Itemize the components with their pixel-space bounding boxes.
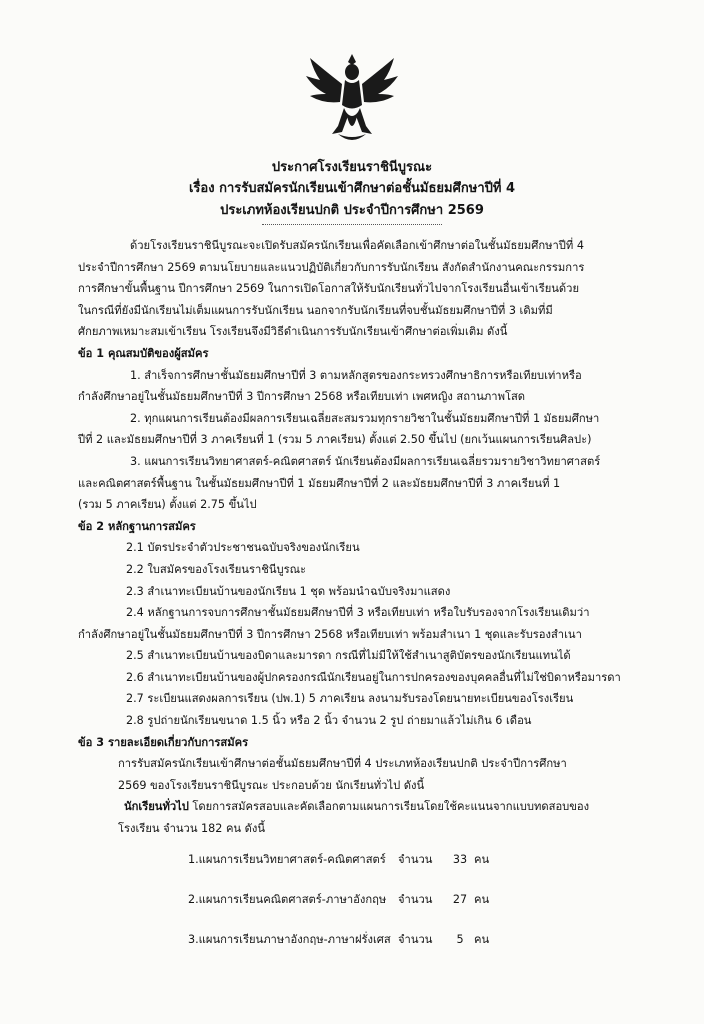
plan-row — [188, 920, 668, 960]
intro-line: ประจำปีการศึกษา 2569 ตามนโยบายและแนวปฏิบัติเกี่ยวกับการรับนักเรียน สังกัดสำนักงานคณะกรรมการ — [78, 260, 585, 274]
section-1-heading: ข้อ 1 คุณสมบัติของผู้สมัคร — [78, 346, 209, 360]
document-item: 2.2 ใบสมัครของโรงเรียนราชินีบูรณะ — [126, 562, 306, 576]
intro-line: ศักยภาพเหมาะสมเข้าเรียน โรงเรียนจึงมีวิธีดำเนินการรับนักเรียนเข้าศึกษาต่อเพิ่มเติม ดังนี้ — [78, 325, 508, 339]
document-item: 2.4 หลักฐานการจบการศึกษาชั้นมัธยมศึกษาปีที่ 3 หรือเทียบเท่า หรือใบรับรองจากโรงเรียนเดิมว่า — [126, 606, 590, 620]
section-3-heading: ข้อ 3 รายละเอียดเกี่ยวกับการสมัคร — [78, 735, 249, 749]
plan-name: 1.แผนการเรียนวิทยาศาสตร์-คณิตศาสตร์ — [188, 852, 386, 866]
general-students-label: นักเรียนทั่วไป — [124, 800, 189, 814]
general-students-cont: โรงเรียน จำนวน 182 คน ดังนี้ — [118, 822, 266, 836]
plan-unit: คน — [474, 852, 490, 866]
plan-count: 5 — [456, 932, 464, 946]
title-divider — [262, 224, 442, 225]
intro-line: ด้วยโรงเรียนราชินีบูรณะจะเปิดรับสมัครนักเรียนเพื่อคัดเลือกเข้าศึกษาต่อในชั้นมัธยมศึกษาปีที่ 4 — [130, 239, 584, 252]
announcement-title: ประกาศโรงเรียนราชินีบูรณะ — [271, 160, 433, 175]
plan-count-label: จำนวน — [398, 932, 433, 946]
general-students-line — [78, 796, 668, 818]
plan-name: 2.แผนการเรียนคณิตศาสตร์-ภาษาอังกฤษ — [188, 892, 387, 906]
qualification-item: 1. สำเร็จการศึกษาชั้นมัธยมศึกษาปีที่ 3 ตามหลักสูตรของกระทรวงศึกษาธิการหรือเทียบเท่าหรือ — [130, 368, 582, 382]
document-body — [78, 235, 668, 960]
document-item: 2.7 ระเบียนแสดงผลการเรียน (ปพ.1) 5 ภาคเรียน ลงนามรับรองโดยนายทะเบียนของโรงเรียน — [126, 692, 574, 706]
announcement-subject: เรื่อง การรับสมัครนักเรียนเข้าศึกษาต่อชั้นมัธยมศึกษาปีที่ 4 — [188, 181, 516, 196]
general-students-text: โดยการสมัครสอบและคัดเลือกตามแผนการเรียนโดยใช้คะแนนจากแบบทดสอบของ — [188, 800, 590, 814]
document-item: 2.8 รูปถ่ายนักเรียนขนาด 1.5 นิ้ว หรือ 2 นิ้ว จำนวน 2 รูป ถ่ายมาแล้วไม่เกิน 6 เดือน — [126, 714, 532, 728]
qualification-item-cont: ปีที่ 2 และมัธยมศึกษาปีที่ 3 ภาคเรียนที่ 1 (รวม 5 ภาคเรียน) ตั้งแต่ 2.50 ขึ้นไป (ยกเว้นแผนการเรียนศิลปะ) — [78, 433, 592, 447]
document-item: 2.6 สำเนาทะเบียนบ้านของผู้ปกครองกรณีนักเรียนอยู่ในการปกครองของบุคคลอื่นที่ไม่ใช่บิดาหรือมารดา — [126, 670, 621, 684]
plan-count: 27 — [452, 892, 468, 906]
document-item: 2.5 สำเนาทะเบียนบ้านของบิดาและมารดา กรณีที่ไม่มีให้ใช้สำเนาสูติบัตรของนักเรียนแทนได้ — [126, 649, 571, 663]
section-3-paragraph: การรับสมัครนักเรียนเข้าศึกษาต่อชั้นมัธยมศึกษาปีที่ 4 ประเภทห้องเรียนปกติ ประจำปีการศึกษา — [118, 757, 567, 771]
qualification-item: 3. แผนการเรียนวิทยาศาสตร์-คณิตศาสตร์ นักเรียนต้องมีผลการเรียนเฉลี่ยรวมรายวิชาวิทยาศาสตร์ — [130, 454, 601, 468]
qualification-item-cont: และคณิตศาสตร์พื้นฐาน ในชั้นมัธยมศึกษาปีที่ 1 มัธยมศึกษาปีที่ 2 และมัธยมศึกษาปีที่ 3 ภาคเรียนที่ 1 — [78, 476, 561, 490]
plan-name: 3.แผนการเรียนภาษาอังกฤษ-ภาษาฝรั่งเศส — [188, 932, 391, 946]
document-item-cont: กำลังศึกษาอยู่ในชั้นมัธยมศึกษาปีที่ 3 ปีการศึกษา 2568 หรือเทียบเท่า พร้อมสำเนา 1 ชุดและรับรองสำเนา — [78, 627, 582, 641]
qualification-item-cont: (รวม 5 ภาคเรียน) ตั้งแต่ 2.75 ขึ้นไป — [78, 498, 257, 512]
plan-row — [188, 880, 668, 920]
announcement-category: ประเภทห้องเรียนปกติ ประจำปีการศึกษา 2569 — [220, 203, 484, 218]
plan-count: 33 — [452, 852, 468, 866]
intro-line: การศึกษาขั้นพื้นฐาน ปีการศึกษา 2569 ในการเปิดโอกาสให้รับนักเรียนทั่วไปจากโรงเรียนอื่นเข้าเรียนด้วย — [78, 282, 580, 296]
plan-count-label: จำนวน — [398, 852, 433, 866]
document-item: 2.3 สำเนาทะเบียนบ้านของนักเรียน 1 ชุด พร้อมนำฉบับจริงมาแสดง — [126, 584, 451, 598]
intro-line: ในกรณีที่ยังมีนักเรียนไม่เต็มแผนการรับนักเรียน นอกจากรับนักเรียนที่จบชั้นมัธยมศึกษาปีที่ 3 เดิมที่มี — [78, 303, 553, 317]
plan-count-label: จำนวน — [398, 892, 433, 906]
plan-row — [188, 840, 668, 880]
document-item: 2.1 บัตรประจำตัวประชาชนฉบับจริงของนักเรียน — [126, 541, 360, 555]
section-2-heading: ข้อ 2 หลักฐานการสมัคร — [78, 519, 196, 533]
plan-unit: คน — [474, 932, 490, 946]
section-3-paragraph-cont: 2569 ของโรงเรียนราชินีบูรณะ ประกอบด้วย นักเรียนทั่วไป ดังนี้ — [118, 778, 425, 792]
qualification-item-cont: กำลังศึกษาอยู่ในชั้นมัธยมศึกษาปีที่ 3 ปีการศึกษา 2568 หรือเทียบเท่า เพศหญิง สถานภาพโสด — [78, 390, 526, 404]
garuda-emblem-icon — [302, 50, 402, 150]
qualification-item: 2. ทุกแผนการเรียนต้องมีผลการเรียนเฉลี่ยสะสมรวมทุกรายวิชาในชั้นมัธยมศึกษาปีที่ 1 มัธยมศึกษา — [130, 411, 600, 425]
plan-unit: คน — [474, 892, 490, 906]
